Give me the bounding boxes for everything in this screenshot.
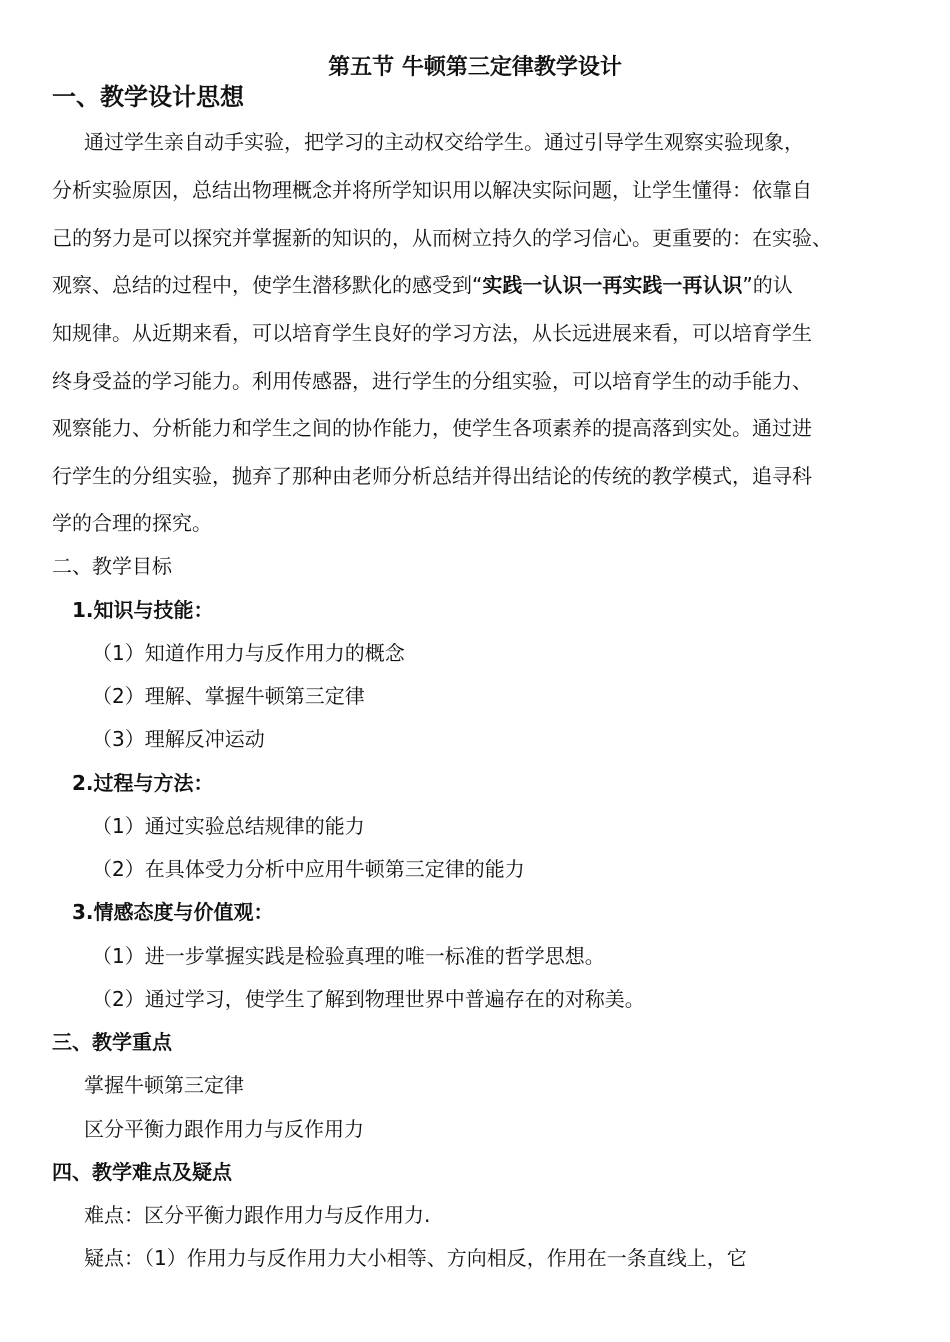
subheading-knowledge-skills: 1.知识与技能：: [72, 598, 214, 622]
section-heading-design-idea: 一、教学设计思想: [52, 83, 244, 111]
paragraph-line: 学的合理的探究。: [52, 511, 212, 535]
paragraph-line: 己的努力是可以探究并掌握新的知识的，从而树立持久的学习信心。更重要的：在实验、: [52, 226, 832, 250]
subheading-attitudes-values: 3.情感态度与价值观：: [72, 900, 274, 924]
key-point-item: 掌握牛顿第三定律: [84, 1073, 244, 1097]
section-heading-key-points: 三、教学重点: [52, 1030, 172, 1054]
paragraph-line: 通过学生亲自动手实验，把学习的主动权交给学生。通过引导学生观察实验现象，: [84, 130, 804, 154]
paragraph-line: 行学生的分组实验，抛弃了那种由老师分析总结并得出结论的传统的教学模式，追寻科: [52, 464, 812, 488]
list-item: （3）理解反冲运动: [92, 727, 265, 751]
list-item: （1）通过实验总结规律的能力: [92, 814, 365, 838]
document-title: 第五节 牛顿第三定律教学设计: [328, 55, 622, 80]
list-item: （2）在具体受力分析中应用牛顿第三定律的能力: [92, 857, 525, 881]
emphasis-text: 实践一认识一再实践一再认识: [482, 273, 743, 297]
difficulty-item: 难点：区分平衡力跟作用力与反作用力.: [84, 1203, 431, 1227]
paragraph-text: 观察、总结的过程中，使学生潜移默化的感受到“: [52, 273, 483, 297]
list-item: （1）知道作用力与反作用力的概念: [92, 641, 405, 665]
section-heading-difficulties: 四、教学难点及疑点: [52, 1160, 232, 1184]
paragraph-text: ”的认: [742, 273, 793, 297]
section-heading-objectives: 二、教学目标: [52, 554, 172, 578]
list-item: （1）进一步掌握实践是检验真理的唯一标准的哲学思想。: [92, 944, 605, 968]
list-item: （2）通过学习，使学生了解到物理世界中普遍存在的对称美。: [92, 987, 645, 1011]
difficulty-item: 疑点：（1）作用力与反作用力大小相等、方向相反，作用在一条直线上，它: [84, 1246, 747, 1270]
paragraph-line: [52, 270, 793, 300]
paragraph-line: 分析实验原因，总结出物理概念并将所学知识用以解决实际问题，让学生懂得：依靠自: [52, 178, 812, 202]
key-point-item: 区分平衡力跟作用力与反作用力: [84, 1117, 364, 1141]
subheading-process-methods: 2.过程与方法：: [72, 771, 214, 795]
list-item: （2）理解、掌握牛顿第三定律: [92, 684, 365, 708]
paragraph-line: 终身受益的学习能力。利用传感器，进行学生的分组实验，可以培育学生的动手能力、: [52, 369, 812, 393]
paragraph-line: 观察能力、分析能力和学生之间的协作能力，使学生各项素养的提高落到实处。通过进: [52, 416, 812, 440]
paragraph-line: 知规律。从近期来看，可以培育学生良好的学习方法，从长远进展来看，可以培育学生: [52, 321, 812, 345]
